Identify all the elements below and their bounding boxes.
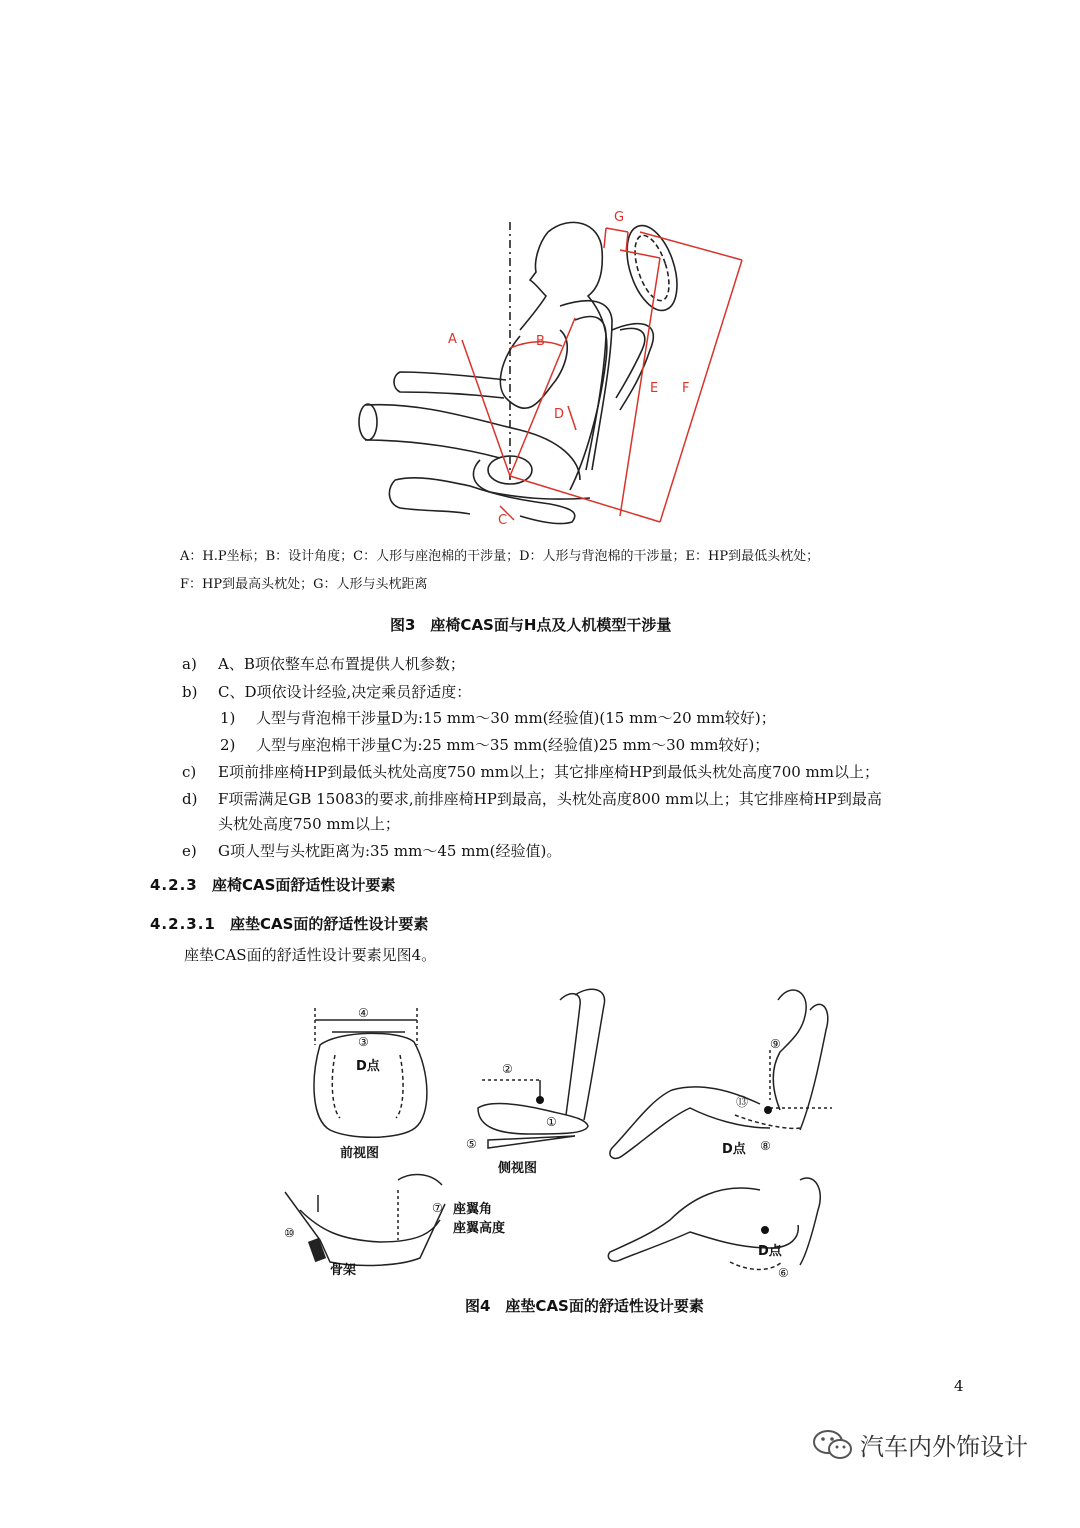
list-item-label: 1) xyxy=(220,709,236,727)
section-heading-4-2-3-1 xyxy=(150,913,428,934)
list-item xyxy=(182,840,561,862)
list-item-text: E项前排座椅HP到最低头枕处高度750 mm以上；其它排座椅HP到最低头枕处高度700 mm以上； xyxy=(218,763,879,781)
wing-angle-label: 座翼角 xyxy=(453,1202,493,1217)
figure-4-cushion-diagram xyxy=(275,980,840,1285)
section-number: 4.2.3 xyxy=(150,876,198,894)
circled-1: ① xyxy=(546,1115,557,1129)
d-point-label-bottom: D点 xyxy=(758,1244,782,1259)
page-number: 4 xyxy=(954,1377,964,1395)
section-heading-4-2-3 xyxy=(150,874,395,895)
circled-3: ③ xyxy=(358,1035,369,1049)
figure-3-seat-diagram xyxy=(355,205,755,535)
list-item-label: e) xyxy=(182,842,197,860)
intro-paragraph: 座垫CAS面的舒适性设计要素见图4。 xyxy=(184,946,437,964)
list-item-text: A、B项依整车总布置提供人机参数； xyxy=(218,655,465,673)
section-title: 座椅CAS面舒适性设计要素 xyxy=(212,876,396,894)
circled-8: ⑧ xyxy=(760,1139,771,1153)
list-item xyxy=(218,813,400,835)
list-item-label: a) xyxy=(182,655,197,673)
list-item xyxy=(220,707,776,729)
section-number: 4.2.3.1 xyxy=(150,915,216,933)
label-D: D xyxy=(554,407,565,422)
label-F: F xyxy=(682,381,690,396)
circled-4: ④ xyxy=(358,1006,369,1020)
d-point-label-front: D点 xyxy=(356,1059,380,1074)
list-item-text: 头枕处高度750 mm以上； xyxy=(218,815,400,833)
list-item-label: d) xyxy=(182,790,198,808)
frame-label: 骨架 xyxy=(330,1263,357,1278)
list-item-label: c) xyxy=(182,763,197,781)
figure-4-caption: 图4 座垫CAS面的舒适性设计要素 xyxy=(465,1297,704,1315)
label-B: B xyxy=(536,334,545,349)
list-item xyxy=(182,681,471,703)
figure-3-legend-line-2: F：HP到最高头枕处；G：人形与头枕距离 xyxy=(180,577,428,592)
watermark-text: 汽车内外饰设计 xyxy=(860,1433,1028,1461)
circled-2: ② xyxy=(502,1062,513,1076)
figure-3-legend-line-1: A：H.P坐标；B：设计角度；C：人形与座泡棉的干涉量；D：人形与背泡棉的干涉量；E：HP到最低头枕处； xyxy=(180,549,820,564)
list-item-text: F项需满足GB 15083的要求,前排座椅HP到最高，头枕处高度800 mm以上；其它排座椅HP到最高 xyxy=(218,790,882,808)
list-item xyxy=(182,788,882,810)
list-item-text: G项人型与头枕距离为:35 mm～45 mm(经验值)。 xyxy=(218,842,562,860)
front-view-label: 前视图 xyxy=(340,1146,380,1161)
list-item-text: 人型与背泡棉干涉量D为:15 mm～30 mm(经验值)(15 mm～20 mm较好)； xyxy=(256,709,776,727)
circled-5: ⑤ xyxy=(466,1137,477,1151)
circled-9: ⑨ xyxy=(770,1037,781,1051)
list-item-label: b) xyxy=(182,683,198,701)
wechat-icon xyxy=(812,1428,854,1462)
list-item xyxy=(182,653,465,675)
list-item-text: 人型与座泡棉干涉量C为:25 mm～35 mm(经验值)25 mm～30 mm较好)； xyxy=(256,736,770,754)
list-item xyxy=(182,761,879,783)
list-item-text: C、D项依设计经验,决定乘员舒适度： xyxy=(218,683,472,701)
section-title: 座垫CAS面的舒适性设计要素 xyxy=(230,915,429,933)
watermark xyxy=(812,1427,1028,1462)
circled-13: ⑬ xyxy=(736,1095,749,1109)
label-C: C xyxy=(498,513,508,528)
label-A: A xyxy=(448,332,457,347)
label-G: G xyxy=(614,210,625,225)
d-point-label-side: D点 xyxy=(722,1142,746,1157)
side-view-label: 侧视图 xyxy=(498,1161,538,1176)
circled-7: ⑦ xyxy=(432,1201,443,1215)
figure-3-caption: 图3 座椅CAS面与H点及人机模型干涉量 xyxy=(390,616,672,634)
list-item-label: 2) xyxy=(220,736,236,754)
circled-10: ⑩ xyxy=(284,1226,295,1240)
list-item xyxy=(220,734,769,756)
label-E: E xyxy=(650,381,659,396)
wing-height-label: 座翼高度 xyxy=(453,1221,506,1236)
circled-6: ⑥ xyxy=(778,1266,789,1280)
